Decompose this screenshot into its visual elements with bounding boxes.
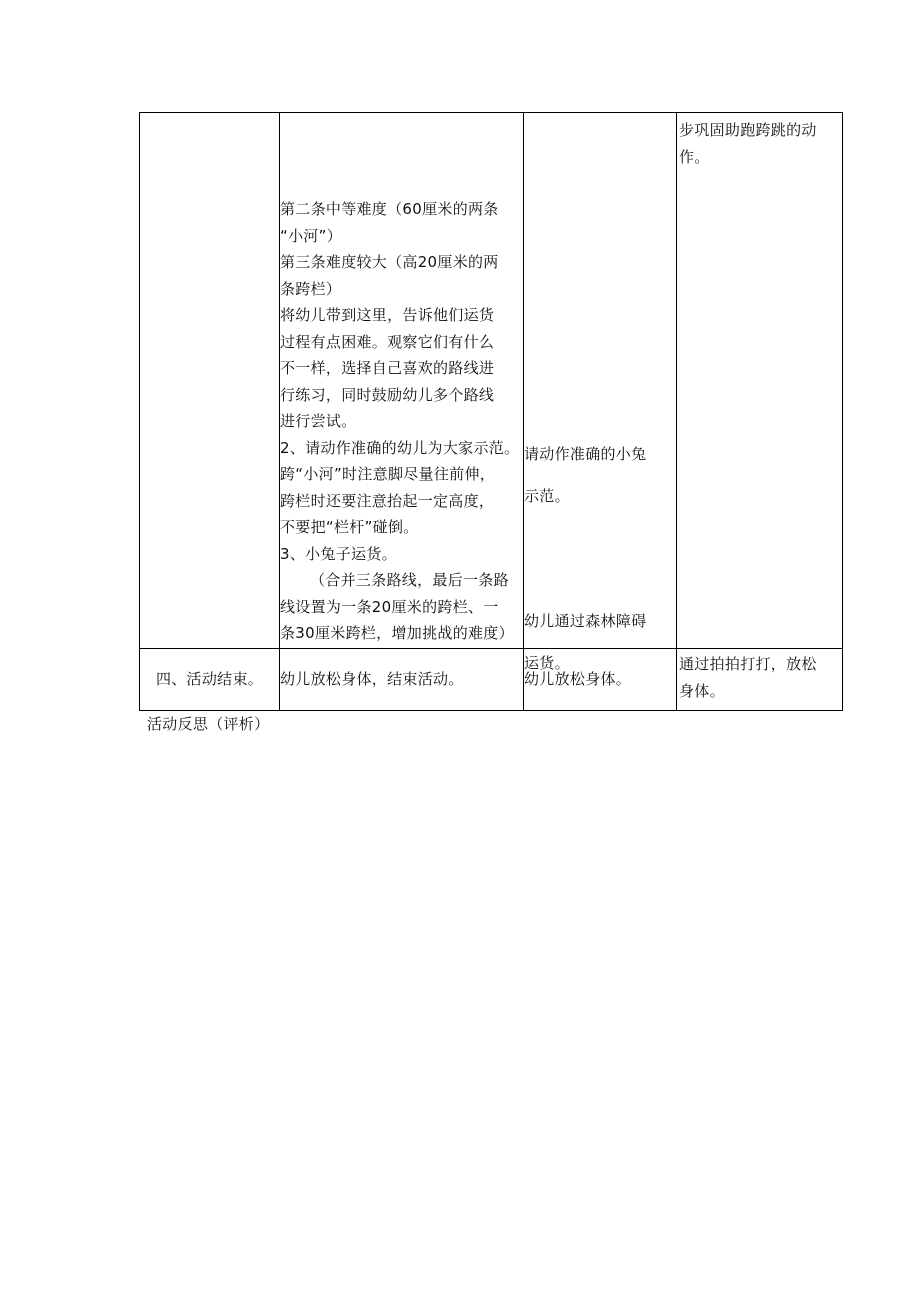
text-line: 不一样，选择自己喜欢的路线进 [280,359,495,377]
table-row [140,113,843,649]
text-line: 第二条中等难度（60厘米的两条 [280,200,499,218]
text-line: 幼儿通过森林障碍 [524,612,647,630]
text-line: （合并三条路线，最后一条路 [310,571,509,589]
text-line: “小河”） [280,226,343,245]
reflection-heading: 活动反思（评析） [147,715,270,733]
text-line: 作。 [679,147,710,166]
child-activity-cell [524,113,677,672]
text-line: 过程有点困难。观察它们有什么 [280,332,495,351]
text-line: 线设置为一条20厘米的跨栏、一 [280,597,499,616]
goal-cell [677,649,843,711]
lesson-plan-table [139,112,843,711]
stage-cell [140,113,280,649]
text-line: 步巩固助跑跨跳的动 [679,121,817,139]
text-line: 请动作准确的小兔 [524,445,647,463]
text-line: 2、请动作准确的幼儿为大家示范。 [280,438,520,457]
text-line: 3、小兔子运货。 [280,544,397,563]
text-line: 运货。 [524,653,570,672]
text-line: 第三条难度较大（高20厘米的两 [280,253,499,271]
text-line: 不要把“栏杆”碰倒。 [280,518,419,536]
child-activity-cell: 幼儿放松身体。 [524,649,677,711]
text-line: 示范。 [524,486,570,505]
text-line: 跨“小河”时注意脚尽量往前伸， [280,465,496,483]
text-line: 条30厘米跨栏，增加挑战的难度） [280,624,514,642]
teacher-activity-cell [280,113,524,649]
text-line: 将幼儿带到这里，告诉他们运货 [280,306,495,324]
text-line: 行练习，同时鼓励幼儿多个路线 [280,385,495,404]
text-line: 条跨栏） [280,279,342,298]
text-line: 通过拍拍打打，放松 [679,655,817,673]
stage-cell: 四、活动结束。 [140,649,280,711]
table-row [140,649,843,711]
teacher-activity-cell: 幼儿放松身体，结束活动。 [280,649,524,711]
text-line: 进行尝试。 [280,412,357,430]
goal-cell [677,113,843,649]
text-line: 身体。 [679,681,725,700]
text-line: 跨栏时还要注意抬起一定高度， [280,491,495,510]
